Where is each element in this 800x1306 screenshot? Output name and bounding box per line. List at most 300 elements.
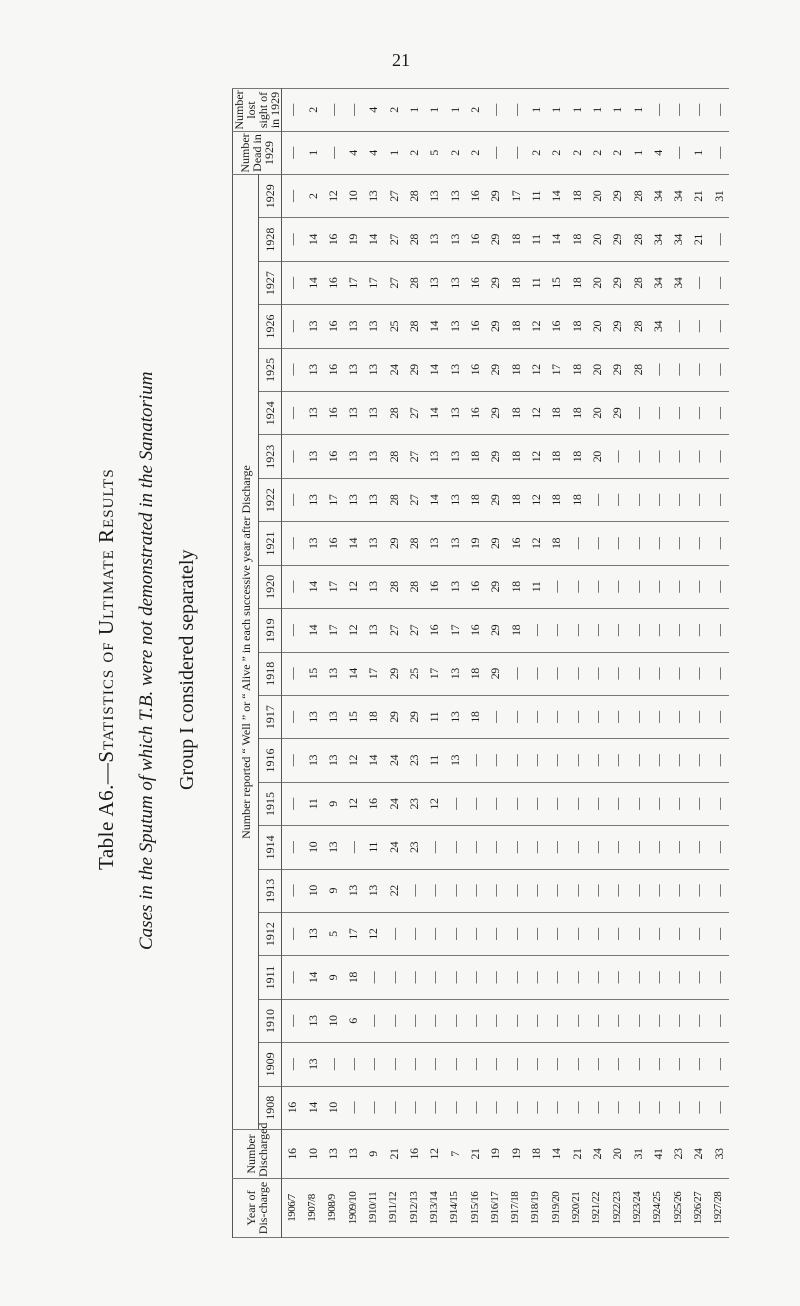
cell-reported: —	[688, 869, 708, 912]
cell-reported: 17	[424, 652, 444, 695]
cell-reported: 17	[323, 565, 343, 608]
cell-reported: 24	[384, 739, 404, 782]
cell-reported: —	[627, 565, 647, 608]
cell-reported: —	[424, 869, 444, 912]
cell-reported: 18	[506, 348, 526, 391]
cell-reported: 16	[323, 435, 343, 478]
cell-reported: 28	[384, 392, 404, 435]
cell-reported: —	[566, 522, 586, 565]
cell-reported: —	[648, 478, 668, 521]
cell-reported: 18	[343, 956, 363, 999]
cell-year: 1912/13	[404, 1179, 424, 1238]
table-row	[445, 89, 465, 1238]
cell-reported: —	[627, 695, 647, 738]
cell-reported: 12	[526, 522, 546, 565]
cell-reported: —	[465, 869, 485, 912]
cell-year: 1910/11	[363, 1179, 383, 1238]
cell-year: 1924/25	[648, 1179, 668, 1238]
header-year-1913: 1913	[259, 869, 282, 912]
cell-reported: 29	[485, 348, 505, 391]
cell-reported: 15	[302, 652, 322, 695]
cell-reported: 13	[363, 435, 383, 478]
cell-reported: —	[506, 782, 526, 825]
cell-reported: 13	[424, 175, 444, 218]
cell-reported: 16	[506, 522, 526, 565]
cell-reported: —	[688, 695, 708, 738]
cell-reported: —	[607, 478, 627, 521]
cell-reported: 11	[526, 565, 546, 608]
cell-reported: 13	[302, 912, 322, 955]
header-year-1908: 1908	[259, 1086, 282, 1129]
cell-reported: —	[627, 392, 647, 435]
cell-reported: —	[566, 869, 586, 912]
cell-reported: —	[546, 999, 566, 1042]
statistics-table	[232, 88, 726, 1238]
cell-reported: —	[668, 392, 688, 435]
cell-reported: 13	[302, 348, 322, 391]
cell-reported: —	[424, 999, 444, 1042]
cell-reported: —	[668, 565, 688, 608]
cell-reported: —	[709, 826, 729, 869]
cell-reported: —	[282, 478, 303, 521]
cell-discharged: 10	[302, 1130, 322, 1179]
cell-reported: —	[668, 869, 688, 912]
cell-reported: —	[424, 826, 444, 869]
cell-reported: —	[445, 1043, 465, 1086]
cell-reported: 11	[526, 261, 546, 304]
table-subcaption: Cases in the Sputum of which T.B. were not demonstrated in the Sanatorium	[136, 371, 157, 950]
cell-reported: —	[404, 1043, 424, 1086]
cell-reported: 18	[566, 435, 586, 478]
cell-dead: —	[282, 132, 303, 175]
cell-reported: —	[607, 565, 627, 608]
cell-reported: 18	[506, 261, 526, 304]
cell-reported: 13	[323, 652, 343, 695]
cell-reported: —	[668, 739, 688, 782]
cell-reported: —	[363, 956, 383, 999]
cell-reported: —	[709, 305, 729, 348]
cell-reported: —	[587, 609, 607, 652]
cell-lost: —	[343, 89, 363, 132]
cell-reported: —	[465, 1086, 485, 1129]
cell-reported: —	[465, 782, 485, 825]
cell-reported: 20	[587, 305, 607, 348]
cell-reported: —	[607, 435, 627, 478]
header-year-1924: 1924	[259, 392, 282, 435]
cell-reported: 18	[566, 218, 586, 261]
cell-reported: 27	[384, 609, 404, 652]
table-row	[648, 89, 668, 1238]
cell-dead: 2	[607, 132, 627, 175]
cell-reported: —	[709, 739, 729, 782]
cell-reported: 13	[445, 305, 465, 348]
cell-reported: 17	[323, 478, 343, 521]
cell-reported: —	[627, 782, 647, 825]
table-row	[627, 89, 647, 1238]
cell-reported: —	[526, 956, 546, 999]
cell-reported: 15	[546, 261, 566, 304]
cell-reported: —	[485, 782, 505, 825]
cell-year: 1906/7	[282, 1179, 303, 1238]
cell-reported: 18	[546, 435, 566, 478]
cell-reported: 16	[282, 1086, 303, 1129]
cell-reported: —	[688, 522, 708, 565]
cell-reported: —	[709, 522, 729, 565]
cell-reported: —	[282, 609, 303, 652]
cell-reported: 13	[445, 478, 465, 521]
table-row	[363, 89, 383, 1238]
cell-reported: —	[709, 435, 729, 478]
cell-reported: 28	[627, 305, 647, 348]
cell-reported: —	[688, 912, 708, 955]
cell-reported: —	[546, 912, 566, 955]
cell-reported: 17	[343, 912, 363, 955]
cell-reported: —	[465, 739, 485, 782]
cell-reported: —	[282, 739, 303, 782]
cell-reported: —	[384, 956, 404, 999]
cell-year: 1915/16	[465, 1179, 485, 1238]
cell-reported: 13	[445, 435, 465, 478]
cell-reported: 14	[343, 652, 363, 695]
cell-reported: —	[709, 869, 729, 912]
cell-reported: —	[709, 565, 729, 608]
cell-reported: —	[607, 912, 627, 955]
header-year-1914: 1914	[259, 826, 282, 869]
cell-reported: —	[566, 695, 586, 738]
cell-reported: —	[607, 695, 627, 738]
cell-reported: —	[546, 695, 566, 738]
cell-reported: 28	[384, 478, 404, 521]
cell-reported: 29	[384, 522, 404, 565]
cell-discharged: 23	[668, 1130, 688, 1179]
cell-year: 1925/26	[668, 1179, 688, 1238]
cell-reported: 18	[465, 435, 485, 478]
cell-reported: 29	[607, 305, 627, 348]
cell-reported: 9	[323, 956, 343, 999]
cell-year: 1923/24	[627, 1179, 647, 1238]
cell-reported: —	[709, 956, 729, 999]
cell-reported: —	[566, 1043, 586, 1086]
cell-reported: 13	[302, 392, 322, 435]
cell-reported: 18	[506, 565, 526, 608]
cell-reported: —	[688, 305, 708, 348]
cell-year: 1907/8	[302, 1179, 322, 1238]
cell-reported: —	[688, 565, 708, 608]
cell-dead: —	[668, 132, 688, 175]
cell-reported: —	[506, 826, 526, 869]
cell-reported: 12	[363, 912, 383, 955]
cell-reported: 29	[485, 565, 505, 608]
cell-reported: —	[668, 435, 688, 478]
cell-reported: 18	[566, 305, 586, 348]
cell-reported: 29	[485, 392, 505, 435]
cell-reported: 34	[648, 218, 668, 261]
cell-reported: —	[587, 912, 607, 955]
cell-dead: 2	[526, 132, 546, 175]
cell-reported: 18	[566, 478, 586, 521]
cell-reported: 20	[587, 435, 607, 478]
cell-reported: —	[648, 956, 668, 999]
cell-reported: 18	[566, 261, 586, 304]
cell-reported: 13	[302, 305, 322, 348]
cell-reported: 34	[668, 261, 688, 304]
cell-reported: 13	[445, 739, 465, 782]
cell-reported: 28	[404, 261, 424, 304]
cell-dead: 2	[546, 132, 566, 175]
cell-reported: 21	[688, 218, 708, 261]
table-row	[546, 89, 566, 1238]
cell-lost: —	[506, 89, 526, 132]
cell-reported: 11	[424, 695, 444, 738]
header-year-1918: 1918	[259, 652, 282, 695]
cell-reported: —	[607, 739, 627, 782]
cell-reported: —	[709, 478, 729, 521]
cell-reported: —	[709, 1043, 729, 1086]
cell-reported: 9	[323, 869, 343, 912]
table-row	[526, 89, 546, 1238]
cell-reported: 10	[302, 869, 322, 912]
cell-year: 1926/27	[688, 1179, 708, 1238]
cell-reported: —	[668, 1086, 688, 1129]
cell-reported: —	[566, 956, 586, 999]
cell-lost: —	[485, 89, 505, 132]
cell-reported: 13	[424, 522, 444, 565]
cell-discharged: 41	[648, 1130, 668, 1179]
header-year-1922: 1922	[259, 478, 282, 521]
cell-reported: 12	[526, 392, 546, 435]
header-year-1919: 1919	[259, 609, 282, 652]
cell-reported: 28	[404, 305, 424, 348]
cell-reported: 13	[445, 522, 465, 565]
cell-reported: 20	[587, 348, 607, 391]
cell-reported: 28	[627, 261, 647, 304]
cell-reported: —	[526, 1043, 546, 1086]
cell-reported: 20	[587, 218, 607, 261]
cell-reported: —	[485, 739, 505, 782]
header-number-reported: Number reported “ Well ” or “ Alive ” in each successive year after Discharge	[233, 175, 259, 1130]
cell-reported: 11	[363, 826, 383, 869]
cell-reported: —	[282, 565, 303, 608]
cell-reported: 18	[363, 695, 383, 738]
cell-year: 1908/9	[323, 1179, 343, 1238]
cell-reported: —	[282, 218, 303, 261]
cell-reported: —	[485, 956, 505, 999]
cell-reported: 18	[546, 478, 566, 521]
cell-reported: —	[363, 1043, 383, 1086]
cell-reported: 18	[465, 695, 485, 738]
cell-reported: 12	[526, 478, 546, 521]
cell-reported: —	[688, 348, 708, 391]
cell-reported: —	[688, 392, 708, 435]
cell-reported: —	[506, 869, 526, 912]
cell-year: 1920/21	[566, 1179, 586, 1238]
cell-reported: 18	[506, 478, 526, 521]
header-number-dead: Number Dead in 1929	[233, 132, 282, 175]
cell-reported: —	[587, 999, 607, 1042]
cell-reported: —	[688, 782, 708, 825]
cell-reported: —	[668, 826, 688, 869]
cell-dead: —	[506, 132, 526, 175]
cell-reported: —	[282, 175, 303, 218]
cell-reported: —	[627, 478, 647, 521]
cell-reported: —	[506, 1043, 526, 1086]
cell-reported: 10	[323, 1086, 343, 1129]
cell-reported: —	[709, 1086, 729, 1129]
cell-reported: 11	[424, 739, 444, 782]
cell-reported: 28	[627, 348, 647, 391]
cell-reported: —	[668, 522, 688, 565]
cell-dead: —	[323, 132, 343, 175]
cell-discharged: 7	[445, 1130, 465, 1179]
cell-reported: 27	[404, 609, 424, 652]
cell-reported: —	[668, 782, 688, 825]
header-number-discharged: Number Discharged	[233, 1130, 282, 1179]
cell-reported: 16	[465, 348, 485, 391]
cell-reported: —	[485, 999, 505, 1042]
cell-discharged: 19	[506, 1130, 526, 1179]
cell-reported: —	[648, 522, 668, 565]
cell-reported: 29	[404, 695, 424, 738]
cell-reported: 29	[485, 478, 505, 521]
cell-reported: —	[587, 782, 607, 825]
cell-reported: —	[587, 826, 607, 869]
cell-lost: 1	[627, 89, 647, 132]
cell-reported: 16	[323, 305, 343, 348]
cell-reported: —	[445, 912, 465, 955]
table-row	[404, 89, 424, 1238]
cell-reported: 19	[343, 218, 363, 261]
cell-reported: 14	[302, 565, 322, 608]
cell-reported: 25	[384, 305, 404, 348]
cell-discharged: 21	[566, 1130, 586, 1179]
cell-reported: —	[668, 695, 688, 738]
cell-reported: —	[688, 478, 708, 521]
cell-reported: 11	[526, 175, 546, 218]
cell-reported: 16	[363, 782, 383, 825]
page-number: 21	[392, 50, 410, 70]
cell-reported: —	[566, 782, 586, 825]
cell-reported: —	[709, 261, 729, 304]
cell-reported: —	[343, 1043, 363, 1086]
cell-reported: —	[363, 1086, 383, 1129]
cell-reported: 16	[465, 565, 485, 608]
cell-reported: 18	[566, 175, 586, 218]
cell-reported: 14	[363, 739, 383, 782]
header-year-1910: 1910	[259, 999, 282, 1042]
cell-discharged: 21	[465, 1130, 485, 1179]
cell-reported: —	[546, 609, 566, 652]
cell-reported: 18	[506, 609, 526, 652]
cell-year: 1913/14	[424, 1179, 444, 1238]
cell-dead: —	[485, 132, 505, 175]
cell-reported: 17	[363, 261, 383, 304]
cell-reported: —	[282, 392, 303, 435]
cell-reported: —	[648, 609, 668, 652]
cell-reported: 29	[485, 522, 505, 565]
cell-reported: —	[546, 565, 566, 608]
cell-reported: —	[506, 912, 526, 955]
cell-reported: —	[587, 869, 607, 912]
cell-reported: 27	[384, 261, 404, 304]
cell-reported: 18	[506, 218, 526, 261]
cell-year: 1914/15	[445, 1179, 465, 1238]
cell-dead: 4	[363, 132, 383, 175]
cell-reported: 14	[302, 956, 322, 999]
cell-reported: —	[485, 826, 505, 869]
cell-reported: —	[709, 392, 729, 435]
cell-reported: 17	[506, 175, 526, 218]
cell-reported: 18	[506, 305, 526, 348]
cell-reported: —	[566, 912, 586, 955]
table-row	[587, 89, 607, 1238]
cell-reported: —	[688, 956, 708, 999]
cell-reported: 16	[465, 609, 485, 652]
cell-reported: 13	[343, 348, 363, 391]
cell-reported: 13	[445, 348, 465, 391]
cell-reported: 12	[343, 609, 363, 652]
header-number-lost: Number lost sight of in 1929	[232, 90, 282, 130]
cell-reported: —	[526, 695, 546, 738]
cell-reported: —	[546, 739, 566, 782]
cell-reported: 14	[424, 478, 444, 521]
cell-reported: —	[709, 348, 729, 391]
cell-lost: —	[282, 89, 303, 132]
cell-reported: —	[648, 348, 668, 391]
cell-reported: —	[688, 826, 708, 869]
cell-reported: 13	[424, 435, 444, 478]
header-year-1921: 1921	[259, 522, 282, 565]
cell-reported: 34	[648, 305, 668, 348]
cell-discharged: 13	[323, 1130, 343, 1179]
cell-reported: 29	[607, 348, 627, 391]
cell-reported: 23	[404, 782, 424, 825]
cell-reported: —	[587, 1043, 607, 1086]
header-year-1923: 1923	[259, 435, 282, 478]
cell-reported: —	[587, 739, 607, 782]
cell-reported: —	[627, 652, 647, 695]
cell-reported: —	[648, 652, 668, 695]
cell-reported: —	[587, 695, 607, 738]
cell-reported: —	[627, 739, 647, 782]
group-label: Group I considered separately	[176, 549, 198, 790]
cell-reported: 10	[323, 999, 343, 1042]
cell-reported: 13	[445, 261, 465, 304]
cell-reported: —	[282, 522, 303, 565]
cell-reported: 13	[445, 392, 465, 435]
cell-reported: 12	[323, 175, 343, 218]
cell-reported: 16	[323, 218, 343, 261]
cell-dead: 2	[566, 132, 586, 175]
cell-reported: 29	[607, 218, 627, 261]
cell-reported: 34	[648, 175, 668, 218]
cell-reported: —	[627, 826, 647, 869]
cell-reported: —	[607, 782, 627, 825]
cell-reported: 20	[587, 175, 607, 218]
cell-year: 1921/22	[587, 1179, 607, 1238]
cell-reported: 15	[343, 695, 363, 738]
cell-reported: 13	[323, 739, 343, 782]
cell-reported: 29	[404, 348, 424, 391]
cell-reported: —	[526, 999, 546, 1042]
cell-reported: 27	[404, 478, 424, 521]
cell-reported: —	[424, 912, 444, 955]
cell-reported: —	[526, 609, 546, 652]
cell-reported: —	[587, 1086, 607, 1129]
cell-reported: —	[384, 1043, 404, 1086]
cell-year: 1911/12	[384, 1179, 404, 1238]
cell-reported: —	[627, 1086, 647, 1129]
cell-reported: 13	[363, 869, 383, 912]
